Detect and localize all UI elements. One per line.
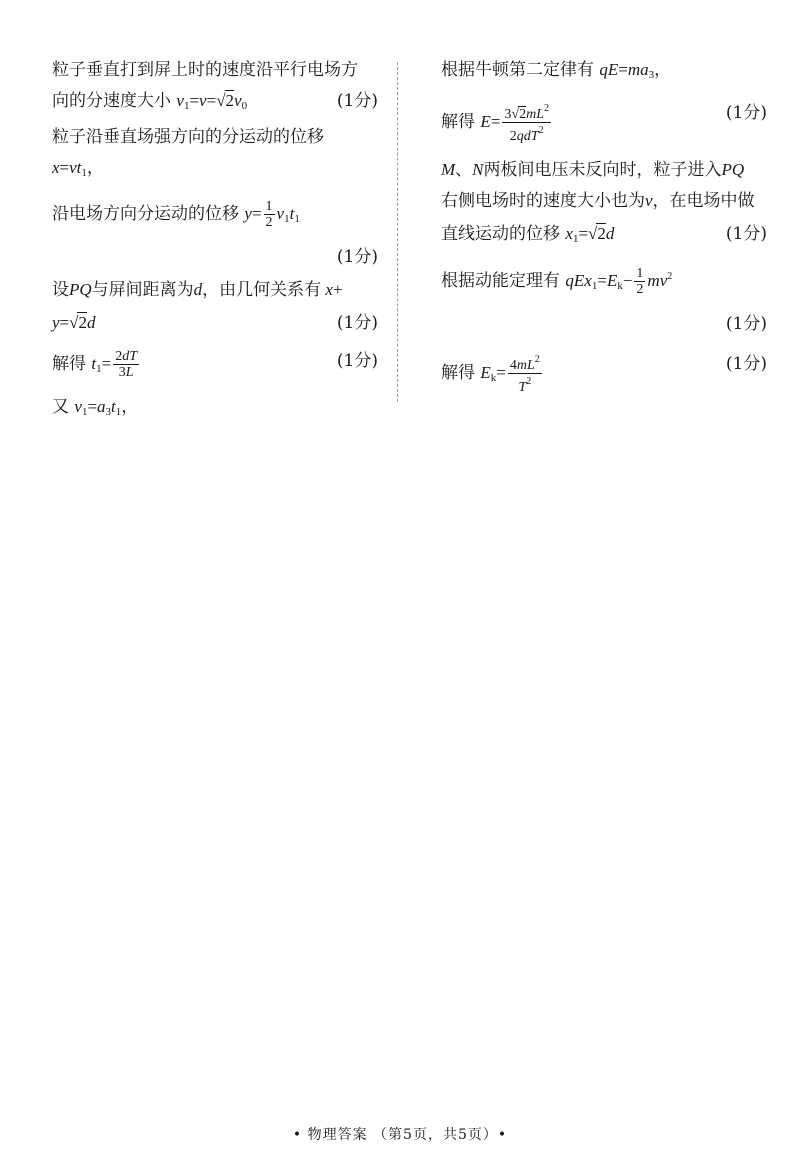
- text: 根据牛顿第二定律有: [441, 60, 594, 80]
- text: 粒子垂直打到屏上时的速度沿平行电场方: [52, 60, 358, 80]
- score-label: (1分): [725, 224, 767, 244]
- page-footer: • 物理答案 （第5页，共5页）•: [292, 1127, 508, 1143]
- score-label: (1分): [336, 247, 378, 267]
- right-line-3: M、N两板间电压未反向时，粒子进入PQ: [441, 160, 745, 180]
- right-line-8: 解得 $E_k=$ $\frac{4mL^2}{T^2}$ (1分): [441, 354, 767, 395]
- right-line-6: 根据动能定理有 $qEx_1=E_k-$ $\frac{1}{2}$ $mv^2$: [441, 266, 673, 297]
- score-label: (1分): [725, 354, 767, 374]
- text: 解得: [52, 354, 86, 374]
- right-line-4: 右侧电场时的速度大小也为v，在电场中做: [441, 191, 755, 211]
- text: 沿电场方向分运动的位移: [52, 204, 239, 224]
- text: 设: [52, 280, 69, 300]
- right-line-5: 直线运动的位移 $x_1=√2d$ (1分): [441, 224, 767, 245]
- text: 两板间电压未反向时，粒子进入: [483, 160, 722, 180]
- left-line-1: [52, 58, 378, 82]
- text: 向的分速度大小: [52, 91, 171, 111]
- text: 右侧电场时的速度大小也为: [441, 191, 645, 211]
- left-line-5: 沿电场方向分运动的位移 y= $\frac{1}{2}$ $v_1t_1$: [52, 199, 300, 230]
- text: 粒子沿垂直场强方向的分运动的位移: [52, 127, 324, 147]
- left-line-9: 解得 $t_1=$ $\frac{2dT}{3L}$ (1分): [52, 349, 378, 380]
- text: 解得: [441, 112, 475, 132]
- left-line-7: 设PQ与屏间距离为d，由几何关系有 x+: [52, 280, 343, 300]
- score-label: (1分): [725, 103, 767, 123]
- left-line-6: [52, 245, 378, 269]
- text: 根据动能定理有: [441, 271, 560, 291]
- left-line-4: $x=vt_1$，: [52, 158, 104, 179]
- score-label: (1分): [336, 91, 378, 111]
- text: ，在电场中做: [652, 191, 755, 211]
- left-column: [52, 58, 378, 424]
- right-line-2: 解得 E= $\frac{3√2mL^2}{2qdT^2}$ (1分): [441, 103, 767, 144]
- text: 直线运动的位移: [441, 224, 560, 244]
- score-label: (1分): [336, 351, 378, 371]
- right-column: [441, 58, 767, 395]
- text: 、: [455, 160, 473, 180]
- left-line-10: 又 $v_1=a_3t_1$，: [52, 397, 139, 418]
- left-line-2: 向的分速度大小 $v_1=v=√2v_0$ (1分): [52, 91, 378, 112]
- left-line-8: y=√2d (1分): [52, 313, 378, 333]
- text: 解得: [441, 363, 475, 383]
- column-divider: [397, 62, 398, 402]
- score-label: (1分): [336, 313, 378, 333]
- text: 与屏间距离为: [91, 280, 194, 300]
- left-line-3: [52, 125, 378, 149]
- text: ，由几何关系有: [202, 280, 322, 300]
- score-label: (1分): [725, 314, 767, 334]
- right-line-1: 根据牛顿第二定律有 $qE=ma_3$，: [441, 60, 672, 81]
- right-line-7: [441, 312, 767, 336]
- text: 又: [52, 397, 69, 417]
